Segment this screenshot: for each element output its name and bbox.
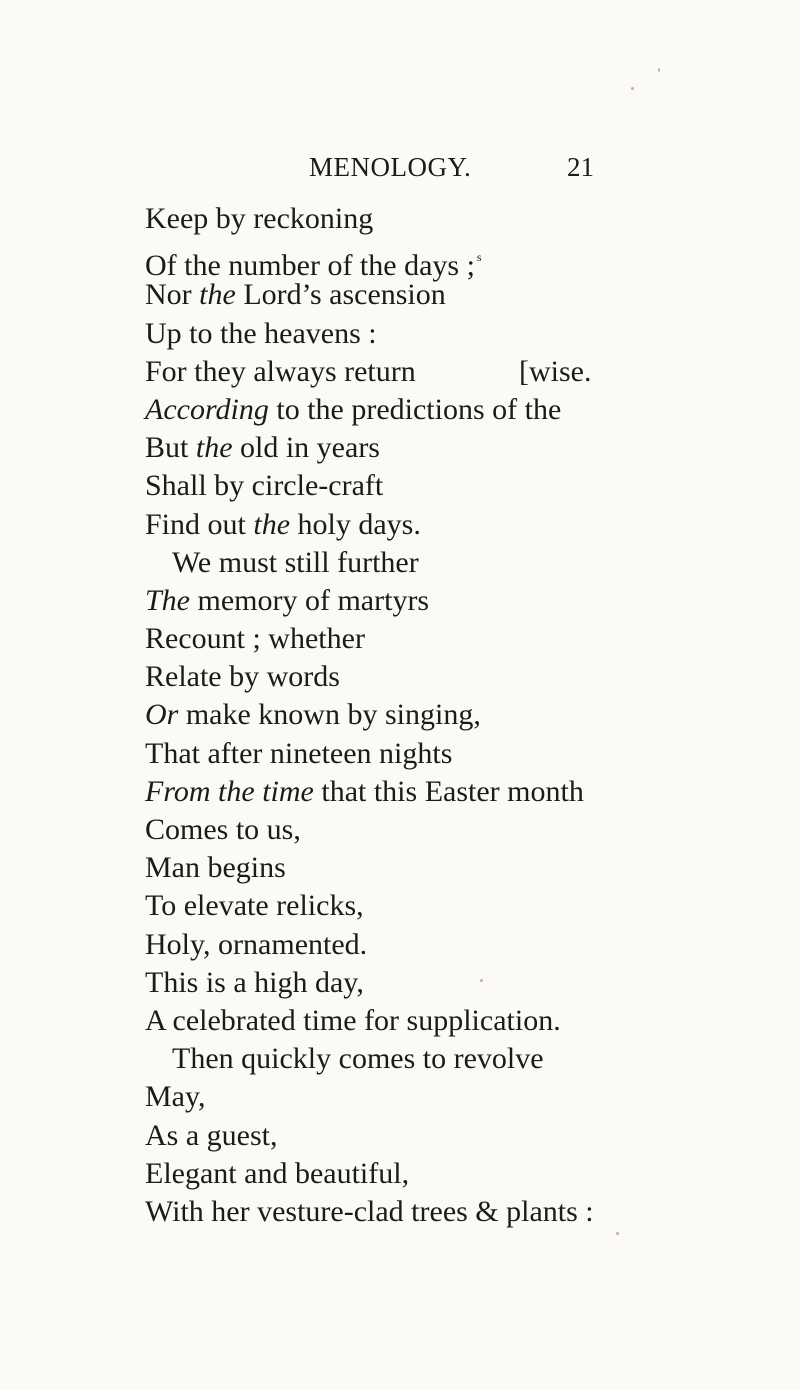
italic-text: the [199, 278, 236, 312]
poem-line [145, 238, 765, 283]
paper-speck [658, 68, 660, 72]
poem-line [145, 1193, 765, 1231]
line-text: Nor [145, 278, 200, 312]
page-number: 21 [567, 152, 594, 182]
italic-text: From the time [145, 774, 314, 808]
italic-text: The [145, 583, 190, 617]
poem-line [145, 735, 765, 773]
line-text: Elegant and beautiful, [145, 1156, 410, 1190]
poem-line [145, 811, 765, 849]
line-text: A celebrated time for supplication. [145, 1003, 561, 1037]
poem-line [145, 1117, 765, 1155]
poem-line [145, 658, 765, 696]
paper-speck [616, 1232, 619, 1235]
poem-line [145, 200, 765, 238]
line-text: Keep by reckoning [145, 202, 374, 235]
poem-line [145, 696, 765, 734]
paper-speck [480, 979, 483, 982]
paper-speck [631, 87, 634, 90]
poem-line [145, 544, 765, 582]
line-text: Of the number of the days ; [145, 249, 475, 283]
line-text: Recount ; whether [145, 622, 365, 656]
poem-line [145, 1040, 765, 1078]
footnote-marker: s [476, 250, 482, 265]
line-text: That after nineteen nights [145, 736, 453, 770]
poem-line [145, 1078, 765, 1116]
line-text: We must still further [172, 545, 419, 579]
line-text: old in years [232, 431, 380, 465]
line-text: But [145, 431, 196, 465]
line-text: Comes to us, [145, 813, 301, 846]
italic-text: Or [145, 698, 179, 732]
line-text: Up to the heavens : [145, 316, 377, 350]
italic-text: the [253, 507, 291, 541]
line-text: holy days. [290, 507, 421, 541]
poem-line [145, 506, 765, 544]
line-text: As a guest, [145, 1118, 278, 1152]
line-text: make known by singing, [178, 698, 481, 732]
poem-line [145, 926, 765, 964]
line-text: Relate by words [145, 660, 340, 694]
line-text: For they always return [145, 354, 416, 388]
line-text: memory of martyrs [190, 583, 430, 617]
line-text: Holy, ornamented. [145, 927, 368, 961]
poem-line [145, 887, 765, 925]
poem-line [145, 391, 765, 429]
running-title: MENOLOGY. [309, 152, 472, 182]
poem-line [145, 276, 765, 314]
line-text: To elevate relicks, [145, 889, 364, 923]
poem-line [145, 582, 765, 620]
line-text: Then quickly comes to revolve [172, 1042, 544, 1076]
poem-line [145, 353, 765, 391]
overrun-word: [wise. [519, 354, 592, 388]
poem-line [145, 467, 765, 505]
poem-line [145, 964, 765, 1002]
poem-line [145, 429, 765, 467]
line-text: to the predictions of the [268, 392, 562, 426]
line-text: Man begins [145, 851, 286, 885]
poem-line [145, 773, 765, 811]
line-text: Find out [145, 507, 254, 541]
line-text: Shall by circle-craft [145, 469, 384, 503]
line-text: that this Easter month [313, 774, 584, 808]
page-header [0, 152, 800, 192]
line-text: Lord’s ascension [235, 278, 446, 312]
poem-line [145, 620, 765, 658]
italic-text: the [195, 431, 233, 465]
poem-line [145, 315, 765, 353]
italic-text: According [145, 392, 269, 426]
poem-line [145, 1002, 765, 1040]
line-text: May, [145, 1080, 206, 1114]
line-text: With her vesture-clad trees & plants : [145, 1194, 594, 1228]
line-text: This is a high day, [145, 965, 364, 999]
poem-line [145, 849, 765, 887]
poem-text [145, 200, 765, 1231]
poem-line [145, 1155, 765, 1193]
